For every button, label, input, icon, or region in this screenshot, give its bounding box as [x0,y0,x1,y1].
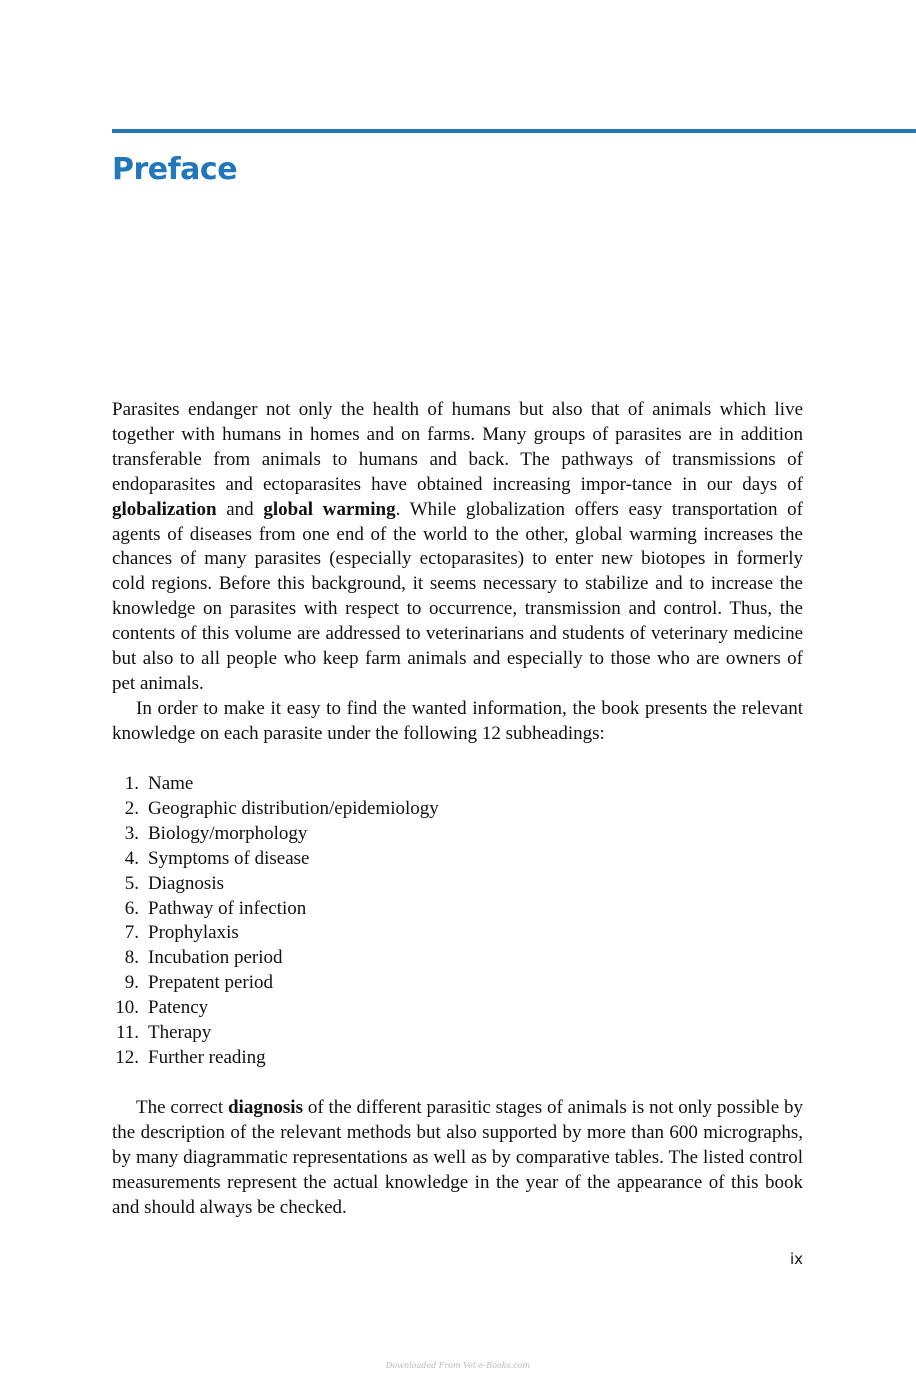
list-item-number: 3. [124,822,139,844]
list-item-label: Incubation period [148,947,283,969]
list-item [112,971,439,996]
subheadings-intro-text: In order to make it easy to find the wanted information, the book presents the relevant knowledge on each parasite under the following 12 subheadings: [112,698,803,744]
list-item [112,921,439,946]
diagnosis-text-2: of the different parasitic stages of animals is not only possible by the description of the relevant methods but also supported by more than 600 micrographs, by many diagrammatic representations as well as by comparative tables. The listed control measurements represent the actual knowledge in the year of the appearance of this book and should always be checked. [112,1097,803,1218]
intro-text-1: Parasites endanger not only the health of humans but also that of animals which live together with humans in homes and on farms. Many groups of parasites are in addition transferable from animals to humans and back. The pathways of transmissions of endoparasites and ectoparasites have obtained increasing impor-tance in our days of [112,399,803,495]
intro-text-3: . While globalization offers easy transportation of agents of diseases from one end of the world to the other, global warming increases the chances of many parasites (especially ectoparasites) to enter new biotopes in formerly cold regions. Before this background, it seems necessary to stabilize and to increase the knowledge on parasites with respect to occurrence, transmission and control. Thus, the contents of this volume are addressed to veterinarians and students of veterinary medicine but also to all people who keep farm animals and especially to those who are owners of pet animals. [112,498,804,694]
list-item [112,1021,439,1046]
list-item [112,1046,439,1071]
list-item-number: 1. [124,773,139,794]
list-item [112,996,439,1021]
bold-term-globalization: globalization [112,498,217,520]
list-item-number: 12. [115,1046,139,1068]
list-item-number: 10. [115,997,139,1019]
subheadings-list [112,772,439,1071]
list-item-number: 4. [124,847,139,869]
diagnosis-text-1: The correct [136,1097,228,1118]
list-item [112,946,439,971]
page-number: ix [789,1250,803,1268]
list-item [112,772,439,797]
list-item-label: Diagnosis [148,872,224,894]
list-item-label: Biology/morphology [148,822,308,844]
paragraph-subheadings-intro [112,697,803,747]
list-item-label: Symptoms of disease [148,847,310,869]
list-item-number: 6. [124,897,139,919]
header-rule [112,129,916,133]
list-item [112,897,439,922]
intro-text-2: and [216,498,264,520]
list-item-number: 8. [124,947,139,969]
list-item-label: Prophylaxis [148,922,239,944]
list-item-number: 2. [124,797,139,819]
list-item [112,872,439,897]
page-title: Preface [112,152,238,187]
list-item [112,797,439,822]
list-item-label: Name [148,773,194,794]
list-item-label: Pathway of infection [148,897,307,919]
list-item-number: 9. [124,972,139,994]
paragraph-intro [112,398,803,697]
list-item-number: 7. [124,922,139,944]
list-item-label: Prepatent period [148,972,274,994]
list-item [112,822,439,847]
bold-term-diagnosis: diagnosis [227,1097,303,1118]
list-item-label: Further reading [148,1046,266,1068]
list-item-number: 5. [124,872,139,894]
list-item [112,847,439,872]
list-item-number: 11. [115,1022,139,1044]
list-item-label: Geographic distribution/epidemiology [148,797,439,819]
bold-term-global-warming: global warming [263,498,396,520]
paragraph-diagnosis [112,1096,803,1221]
list-item-label: Patency [148,997,209,1019]
watermark: Downloaded From Vet-e-Books.com [385,1361,531,1370]
list-item-label: Therapy [148,1022,212,1044]
